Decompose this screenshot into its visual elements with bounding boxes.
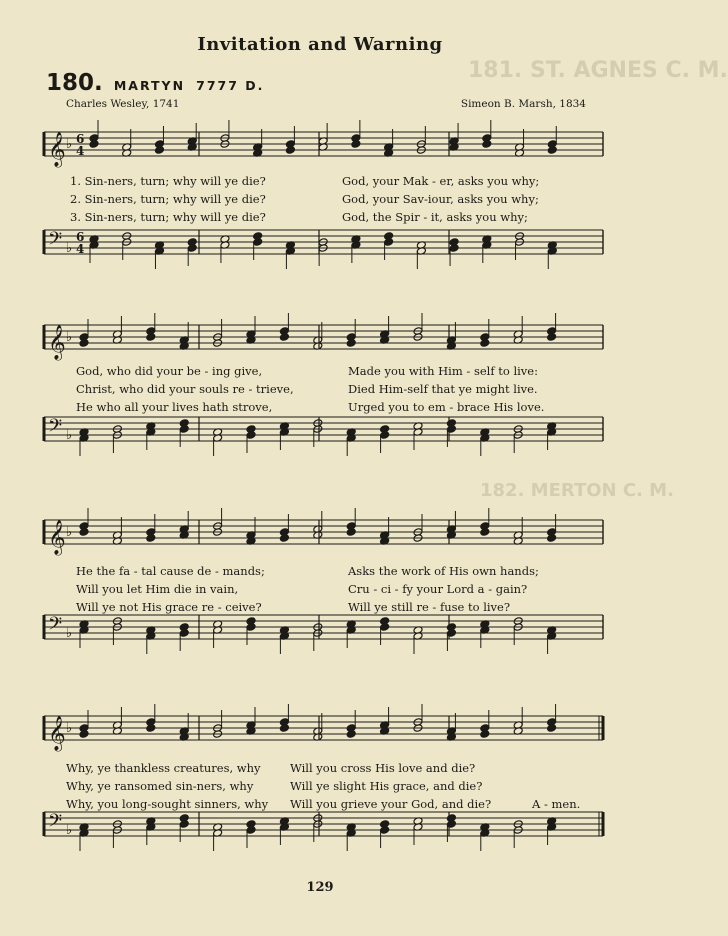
- svg-text:♭: ♭: [66, 428, 73, 443]
- system-4-bass-staff: [0, 800, 640, 850]
- system-1-bass-staff: [0, 218, 640, 268]
- system-3-treble-staff: [0, 508, 640, 558]
- lyric-phrase: Will ye still re - fuse to live?: [348, 600, 511, 614]
- svg-text:♭: ♭: [66, 721, 73, 736]
- lyric-line: [0, 381, 640, 397]
- system-2-bass-staff: [0, 405, 640, 455]
- lyric-line: [0, 760, 640, 776]
- lyric-phrase: Will you cross His love and die?: [290, 761, 476, 775]
- lyric-line: [0, 778, 640, 794]
- ghost-text-182: 182. MERTON C. M.: [480, 480, 674, 501]
- amen: A - men.: [532, 797, 581, 811]
- lyric-phrase: Why, ye thankless creatures, why: [66, 761, 261, 775]
- text-author: Charles Wesley, 1741: [66, 98, 180, 110]
- svg-text:4: 4: [76, 242, 85, 256]
- lyric-line: [0, 173, 640, 189]
- lyric-phrase: 1. Sin-ners, turn; why will ye die?: [70, 174, 266, 188]
- lyric-phrase: Christ, who did your souls re - trieve,: [76, 382, 294, 396]
- page-number: 129: [306, 880, 334, 895]
- bleed-through-heading-182: [480, 480, 674, 501]
- lyric-phrase: Died Him-self that ye might live.: [348, 382, 538, 396]
- svg-text:𝄞: 𝄞: [48, 520, 66, 555]
- lyric-phrase: God, your Mak - er, asks you why;: [342, 174, 540, 188]
- bleed-through-heading-181: [468, 58, 728, 83]
- svg-text:𝄞: 𝄞: [48, 325, 66, 360]
- lyric-phrase: Will ye slight His grace, and die?: [290, 779, 483, 793]
- ghost-text-181: 181. ST. AGNES C. M.: [468, 58, 728, 83]
- system-2-treble-staff: [0, 313, 640, 363]
- lyric-phrase: Will ye not His grace re - ceive?: [76, 600, 262, 614]
- svg-text:♭: ♭: [66, 330, 73, 345]
- svg-text:♭: ♭: [66, 626, 73, 641]
- svg-text:𝄢: 𝄢: [48, 229, 63, 254]
- system-1-treble-staff: [0, 120, 640, 170]
- lyric-phrase: Why, you long-sought sinners, why: [66, 797, 269, 811]
- section-title: Invitation and Warning: [197, 34, 443, 55]
- meter: 7777 D.: [196, 78, 265, 93]
- lyric-line: [0, 581, 640, 597]
- svg-text:𝄢: 𝄢: [48, 614, 63, 639]
- lyric-phrase: Urged you to em - brace His love.: [348, 400, 545, 414]
- svg-text:6: 6: [76, 132, 85, 146]
- svg-text:𝄢: 𝄢: [48, 416, 63, 441]
- svg-text:♭: ♭: [66, 137, 73, 152]
- tune-name: MARTYN: [113, 78, 186, 93]
- lyric-phrase: Cru - ci - fy your Lord a - gain?: [348, 582, 528, 596]
- hymn-number: 180.: [46, 70, 103, 96]
- lyric-line: [0, 363, 640, 379]
- svg-text:4: 4: [76, 144, 85, 158]
- lyric-phrase: Asks the work of His own hands;: [348, 564, 539, 578]
- svg-text:𝄢: 𝄢: [48, 811, 63, 836]
- system-4-treble-staff: [0, 704, 640, 754]
- hymn-header: [46, 70, 264, 96]
- lyric-phrase: Why, ye ransomed sin-ners, why: [66, 779, 254, 793]
- lyric-phrase: He the fa - tal cause de - mands;: [76, 564, 265, 578]
- svg-text:♭: ♭: [66, 823, 73, 838]
- lyric-phrase: God, who did your be - ing give,: [76, 364, 263, 378]
- lyric-phrase: God, the Spir - it, asks you why;: [342, 210, 528, 224]
- lyric-line: [0, 563, 640, 579]
- lyric-phrase: Will you grieve your God, and die?: [290, 797, 492, 811]
- lyric-phrase: Will you let Him die in vain,: [76, 582, 239, 596]
- svg-text:♭: ♭: [66, 525, 73, 540]
- lyric-phrase: 3. Sin-ners, turn; why will ye die?: [70, 210, 266, 224]
- svg-text:♭: ♭: [66, 241, 73, 256]
- svg-text:𝄞: 𝄞: [48, 716, 66, 751]
- composer: Simeon B. Marsh, 1834: [460, 98, 586, 110]
- lyric-phrase: He who all your lives hath strove,: [76, 400, 273, 414]
- lyric-phrase: 2. Sin-ners, turn; why will ye die?: [70, 192, 266, 206]
- svg-text:6: 6: [76, 230, 85, 244]
- lyric-phrase: God, your Sav-iour, asks you why;: [342, 192, 539, 206]
- svg-text:𝄞: 𝄞: [48, 132, 66, 167]
- lyric-line: [0, 191, 640, 207]
- system-3-bass-staff: [0, 603, 640, 653]
- lyric-phrase: Made you with Him - self to live:: [348, 364, 538, 378]
